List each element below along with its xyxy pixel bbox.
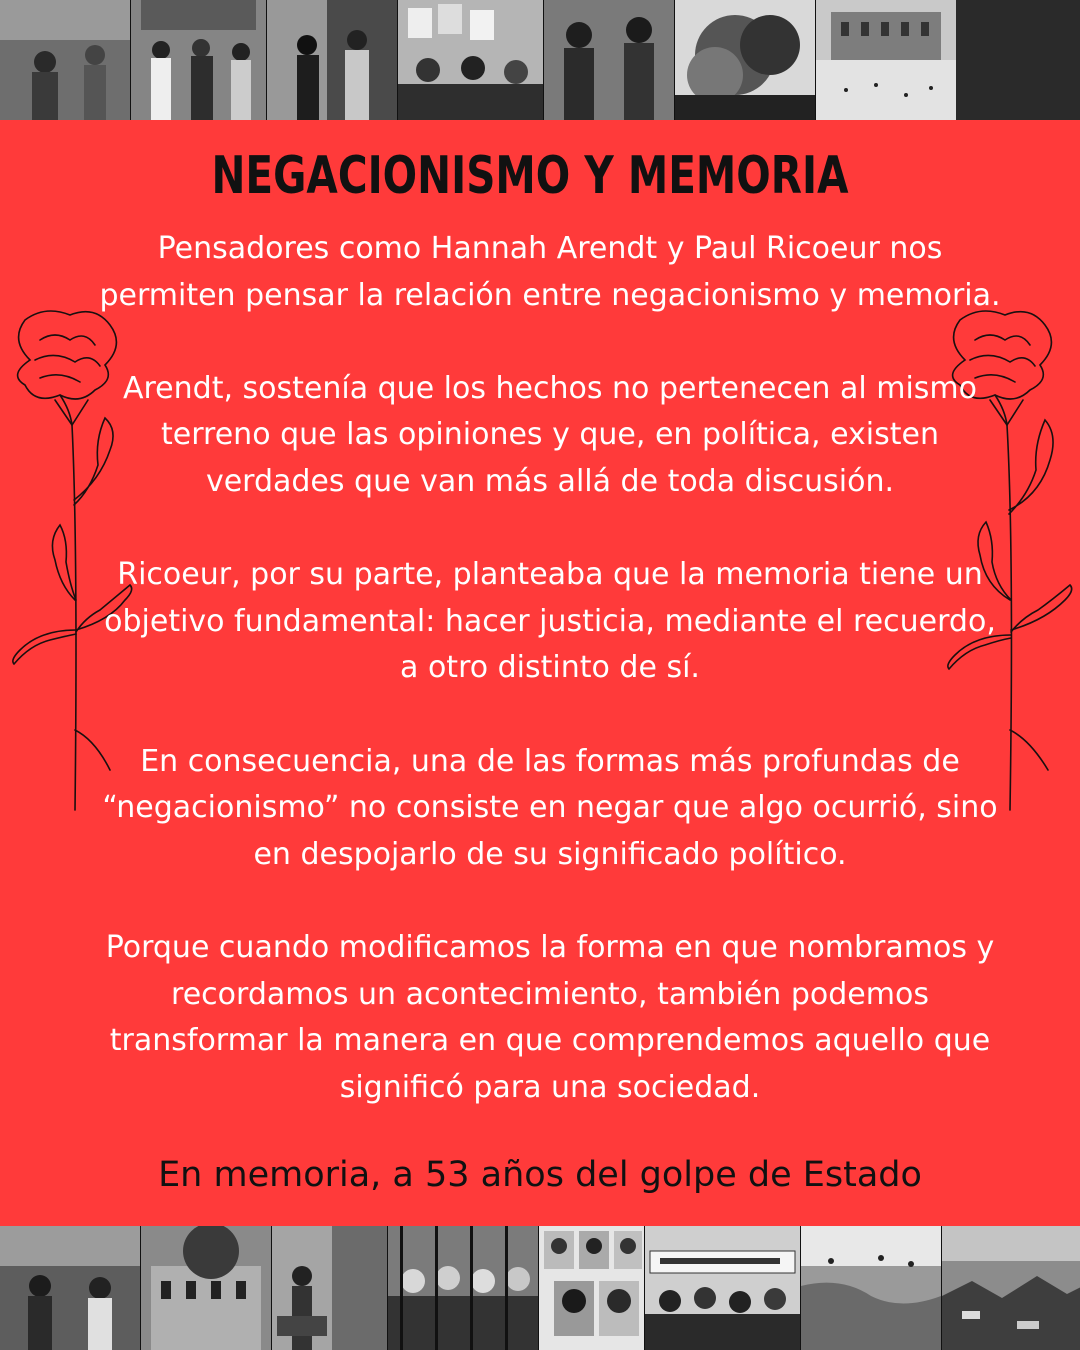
text-line: Porque cuando modificamos la forma en que nombramos y: [105, 929, 995, 965]
soldiers-photo: [0, 1226, 141, 1350]
paragraph-ricoeur: [60, 552, 1040, 692]
text-line: Pensadores como Hannah Arendt y Paul Ricoeur nos: [157, 231, 943, 266]
text-line: En consecuencia, una de las formas más profundas de: [140, 743, 960, 779]
bombing-smoke-photo: [675, 0, 816, 120]
soldiers-photo: [544, 0, 675, 120]
text-line: permiten pensar la relación entre negacionismo y memoria.: [99, 277, 1001, 313]
la-moneda-bombing-photo: [141, 1226, 272, 1350]
body-text: [60, 226, 1040, 1111]
banner-protest-photo: [645, 1226, 801, 1350]
memorial-footer: En memoria, a 53 años del golpe de Estado: [158, 1155, 922, 1195]
bottom-photo-strip: [0, 1226, 1080, 1350]
text-line: Ricoeur, por su parte, planteaba que la memoria tiene un: [117, 557, 983, 593]
raid-photo: [267, 0, 398, 120]
rubble-photo: [942, 1226, 1080, 1350]
text-line: transformar la manera en que comprendemos aquello que: [109, 1023, 991, 1059]
disappeared-portraits-photo: [539, 1226, 645, 1350]
top-photo-strip: [0, 0, 1080, 120]
text-line: Arendt, sostenía que los hechos no pertenecen al mismo: [122, 370, 977, 406]
prisoners-photo: [388, 1226, 539, 1350]
text-line: significó para una sociedad.: [339, 1069, 761, 1105]
text-line: a otro distinto de sí.: [400, 650, 700, 686]
paragraph-consecuencia: [60, 739, 1040, 879]
detainees-photo: [131, 0, 267, 120]
paragraph-conclusion: [60, 925, 1040, 1111]
excavation-photo: [801, 1226, 942, 1350]
text-line: terreno que las opiniones y que, en política, existen: [161, 417, 939, 453]
text-line: verdades que van más allá de toda discusión.: [205, 463, 895, 499]
text-line: en despojarlo de su significado político.: [253, 836, 847, 872]
soldiers-photo: [0, 0, 131, 120]
la-moneda-palace-photo: [816, 0, 956, 120]
paragraph-arendt: [60, 366, 1040, 506]
text-line: objetivo fundamental: hacer justicia, mediante el recuerdo,: [104, 603, 996, 639]
text-line: “negacionismo” no consiste en negar que algo ocurrió, sino: [102, 790, 998, 826]
protest-photo: [398, 0, 544, 120]
paragraph-intro: [60, 226, 1040, 319]
page-title: NEGACIONISMO Y MEMORIA: [211, 146, 849, 206]
text-line: recordamos un acontecimiento, también podemos: [171, 976, 929, 1012]
street-photo: [272, 1226, 388, 1350]
